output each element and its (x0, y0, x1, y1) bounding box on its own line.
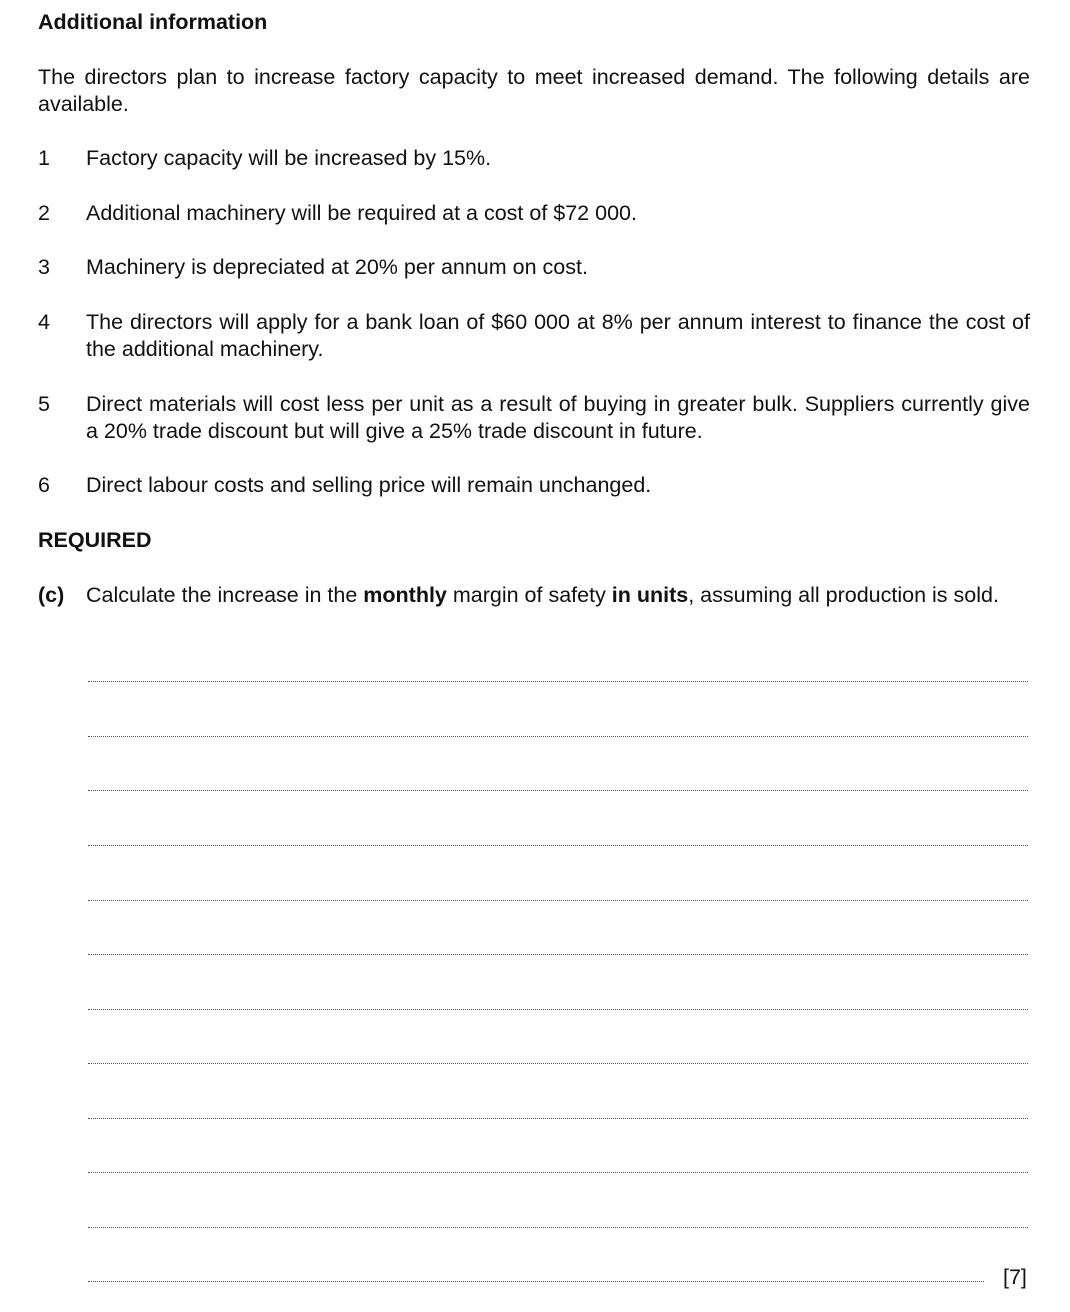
answer-line[interactable] (88, 954, 1028, 955)
answer-line[interactable] (88, 790, 1028, 791)
answer-line[interactable] (88, 1118, 1028, 1119)
answer-line[interactable] (88, 845, 1028, 846)
item-text: Machinery is depreciated at 20% per annum on cost. (86, 255, 588, 279)
question-text-part: margin of safety (446, 583, 612, 607)
item-number: 5 (38, 392, 50, 416)
answer-line[interactable] (88, 1227, 1028, 1228)
item-number: 6 (38, 473, 50, 497)
item-text: Direct materials will cost less per unit as a result of buying in greater bulk. Suppliers currently give a 20% trade discount but will give a 25% trade discount in future. (86, 392, 1030, 443)
item-number: 1 (38, 146, 50, 170)
answer-line[interactable] (88, 681, 1028, 682)
required-heading: REQUIRED (38, 528, 152, 552)
question-text (86, 581, 1030, 609)
item-text: Additional machinery will be required at a cost of $72 000. (86, 201, 637, 225)
item-text: Factory capacity will be increased by 15%. (86, 146, 492, 170)
answer-line[interactable] (88, 1063, 1028, 1064)
answer-line[interactable] (88, 1172, 1028, 1173)
section-title: Additional information (38, 10, 268, 34)
answer-line[interactable] (88, 1281, 984, 1282)
item-text: The directors will apply for a bank loan of $60 000 at 8% per annum interest to finance the cost of the additional machinery. (86, 310, 1030, 361)
item-number: 4 (38, 310, 50, 334)
item-text: Direct labour costs and selling price will remain unchanged. (86, 473, 652, 497)
marks-indicator: [7] (1003, 1265, 1027, 1289)
question-text-part: Calculate the increase in the (86, 583, 364, 607)
item-number: 3 (38, 255, 50, 279)
item-number: 2 (38, 201, 50, 225)
question-emphasis-in-units: in units (611, 583, 689, 607)
answer-line[interactable] (88, 900, 1028, 901)
answer-line[interactable] (88, 1009, 1028, 1010)
answer-line[interactable] (88, 736, 1028, 737)
question-emphasis-monthly: monthly (363, 583, 447, 607)
intro-paragraph: The directors plan to increase factory capacity to meet increased demand. The following details are available. (38, 65, 1030, 116)
question-text-part: , assuming all production is sold. (688, 583, 999, 607)
question-label: (c) (38, 583, 65, 607)
